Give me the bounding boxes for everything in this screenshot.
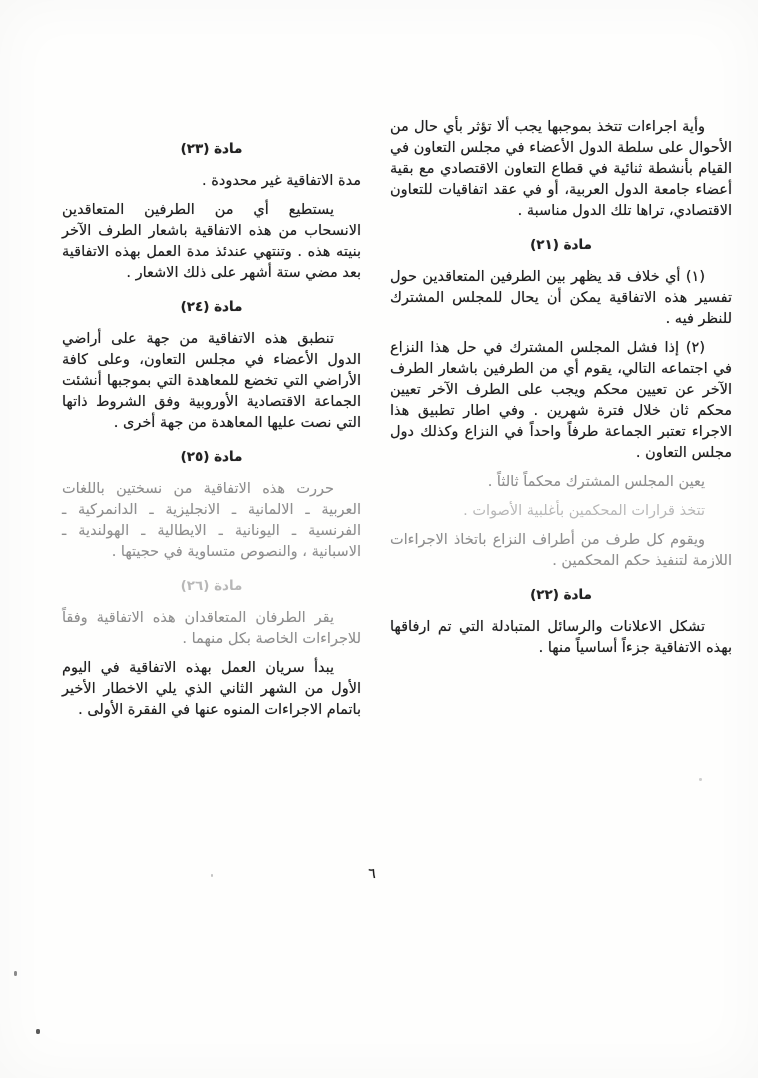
scan-speck <box>699 778 702 781</box>
scan-speck <box>211 874 213 877</box>
scan-speck <box>36 1029 40 1034</box>
article-23-heading: مادة (٢٣) <box>180 141 243 157</box>
page-number: ٦ <box>368 866 376 882</box>
article-21-clause-5: ويقوم كل طرف من أطراف النزاع باتخاذ الاجراءات اللازمة لتنفيذ حكم المحكمين . <box>390 532 732 569</box>
article-22-paragraph: تشكل الاعلانات والرسائل المتبادلة التي تم ارفاقها بهذه الاتفاقية جزءاً أساسياً منها . <box>390 619 732 656</box>
article-21-clause-1: (١) أي خلاف قد يظهر بين الطرفين المتعاقدين حول تفسير هذه الاتفاقية يمكن أن يحال للمجلس المشترك للنظر فيه . <box>390 269 732 327</box>
article-21-clause-3: يعين المجلس المشترك محكماً ثالثاً . <box>487 474 705 490</box>
column-right <box>390 117 732 667</box>
article-26-paragraph-2: يبدأ سريان العمل بهذه الاتفاقية في اليوم الأول من الشهر الثاني الذي يلي الاخطار الأخير باتمام الاجراءات المنوه عنها في الفقرة الأولى . <box>62 660 361 718</box>
article-26-paragraph-1: يقر الطرفان المتعاقدان هذه الاتفاقية وفقاً للاجراءات الخاصة بكل منهما . <box>62 610 361 647</box>
article-21-heading: مادة (٢١) <box>530 237 592 253</box>
article-22-heading: مادة (٢٢) <box>530 587 592 603</box>
scan-speck <box>14 971 17 976</box>
article-21-clause-4: تتخذ قرارات المحكمين بأغلبية الأصوات . <box>463 503 705 519</box>
article-26-heading: مادة (٢٦) <box>180 578 243 594</box>
article-24-heading: مادة (٢٤) <box>180 299 243 315</box>
article-23-paragraph: يستطيع أي من الطرفين المتعاقدين الانسحاب من هذه الاتفاقية باشعار الطرف الآخر بنيته هذه . وتنتهي عندئذ مدة العمل بهذه الاتفاقية بعد مضي ستة أشهر على ذلك الاشعار . <box>62 202 361 281</box>
article-23-line: مدة الاتفاقية غير محدودة . <box>202 173 361 189</box>
column-left <box>62 126 361 729</box>
article-21-clause-2: (٢) إذا فشل المجلس المشترك في حل هذا النزاع في اجتماعه التالي، يقوم أي من الطرفين باشعار الطرف الآخر عن تعيين محكم ويجب على الطرف الآخر تعيين محكم ثان خلال فترة شهرين . وفي اطار تطبيق هذا الاجراء تعتبر الجماعة طرفاً واحداً في النزاع وكذلك دول مجلس التعاون . <box>390 340 732 461</box>
article-25-heading: مادة (٢٥) <box>180 449 243 465</box>
article-25-paragraph: حررت هذه الاتفاقية من نسختين باللغات العربية ـ الالمانية ـ الانجليزية ـ الدانمركية ـ الفرنسية ـ اليونانية ـ الايطالية ـ الهولندية ـ الاسبانية ، والنصوص متساوية في حجيتها . <box>62 481 361 560</box>
paragraph-article20-tail: وأية اجراءات تتخذ بموجبها يجب ألا تؤثر بأي حال من الأحوال على سلطة الدول الأعضاء في مجلس التعاون في القيام بأنشطة ثنائية في قطاع التعاون الاقتصادي مع بقية أعضاء جامعة الدول العربية، أو في عقد اتفاقيات للتعاون الاقتصادي، تراها تلك الدول مناسبة . <box>390 119 732 219</box>
article-24-paragraph: تنطبق هذه الاتفاقية من جهة على أراضي الدول الأعضاء في مجلس التعاون، وعلى كافة الأراضي التي تخضع للمعاهدة التي بموجبها أنشئت الجماعة الاقتصادية الأوروبية وفق الشروط ذاتها التي نصت عليها المعاهدة من جهة أخرى . <box>62 331 361 431</box>
